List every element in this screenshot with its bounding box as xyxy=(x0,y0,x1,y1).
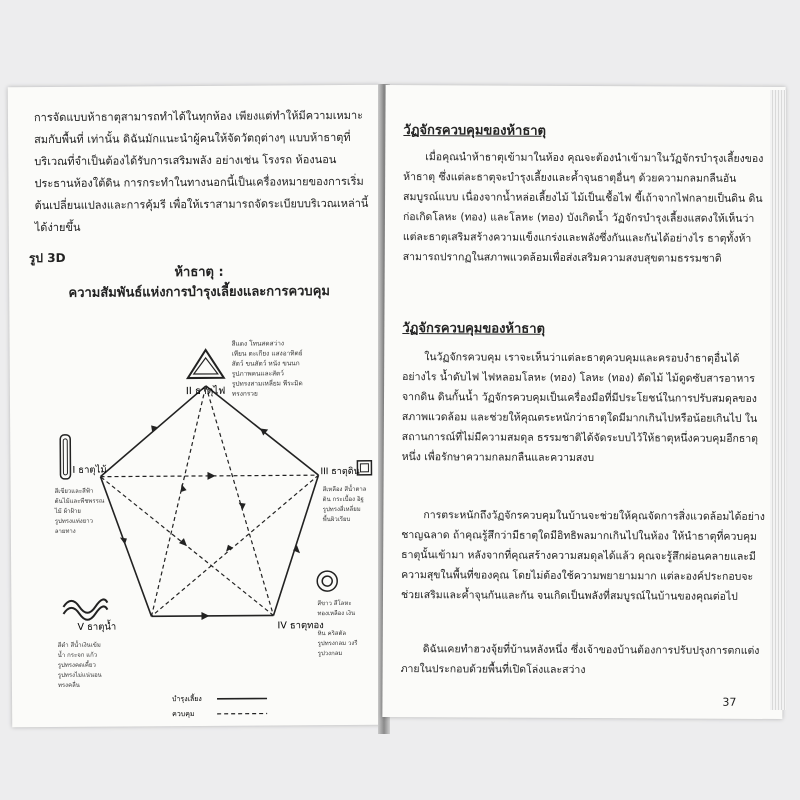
wood-note-2: ต้นไม้และพืชพรรณ xyxy=(54,497,105,505)
arrow-wood-earth xyxy=(207,472,215,480)
water-wave-icon xyxy=(63,599,107,620)
fire-note-1: สีแดง โทนสดสว่าง xyxy=(231,339,285,348)
metal-note-2: ทองเหลือง เงิน xyxy=(317,609,356,618)
arrow-metal-water xyxy=(201,612,209,620)
control-cycle-lines xyxy=(100,385,320,617)
left-page-paragraph: การจัดแบบห้าธาตุสามารถทำได้ในทุกห้อง เพียงแต่ทำให้มีความเหมาะสมกับพื้นที่ เท่านั้น ดิฉันมักแนะนำผู้คนให้จัดวัตถุต่างๆ แบบห้าธาตุที่บริเวณที่จำเป็นต้องได้รับการเสริมพลัง อย่างเช่น โรงรถ ห้องนอนประธานห้องใต้ดิน การกระทำในทางนอกนี้เป็นเครื่องหมายของการเริ่มต้นเปลี่ยนแปลงและการคุ้มรี เพื่อให้เราสามารถจัดระเบียบบริเวณเหล่านี้ได้ง่ายขึ้น xyxy=(33,108,369,235)
line-earth-metal xyxy=(272,475,319,615)
right-paragraph-4: ดิฉันเคยทำฮวงจุ้ยที่บ้านหลังหนึ่ง ซึ่งเจ้าของบ้านต้องการปรับปรุงการตกแต่งภายในประกอบด้วยพื้นที่เปิดโล่งและสว่าง xyxy=(400,643,760,677)
heading-nourish-cycle: วัฏจักรควบคุมของห้าธาตุ xyxy=(403,123,547,139)
arrow-fire-metal xyxy=(239,503,246,510)
wood-note-1: สีเขียวและสีฟ้า xyxy=(54,487,94,495)
earth-note-1: สีเหลือง สีน้ำตาล xyxy=(322,485,367,494)
water-note-3: รูปทรงคดเคี้ยว xyxy=(57,661,96,669)
left-page xyxy=(8,85,384,728)
fire-note-3: สัตว์ ขนสัตว์ หนัง ขนนก xyxy=(231,359,300,368)
dash-water-fire xyxy=(150,386,208,616)
arrow-earth-water xyxy=(226,545,233,552)
right-paragraph-1: เมื่อคุณนำห้าธาตุเข้ามาในห้อง คุณจะต้องนำเข้ามาในวัฏจักรบำรุงเลี้ยงของห้าธาตุ ซึ่งแต่ละธาตุจะบำรุงเลี้ยงและค้ำจุนธาตุอื่นๆ ด้วยความกลมกลืนอันสมบูรณ์แบบ เนื่องจากน้ำหล่อเลี้ยงไม้ ไม้เป็นเชื้อไฟ ขี้เถ้าจากไฟกลายเป็นดิน ดินก่อเกิดโลหะ (ทอง) และโลหะ (ทอง) บังเกิดน้ำ วัฏจักรบำรุงเลี้ยงแสดงให้เห็นว่าแต่ละธาตุเสริมสร้างความแข็งแกร่งและพลังซึ่งกันและกันได้อย่างไร ธาตุทั้งห้าสามารถปรากฏในสภาพแวดล้อมเพื่อส่งเสริมความสงบสุขตามธรรมชาติ xyxy=(402,151,764,265)
fire-label: II ธาตุไฟ xyxy=(185,385,226,398)
figure-title-line-1: ห้าธาตุ : xyxy=(174,264,224,281)
fire-notes xyxy=(232,339,304,397)
earth-label: III ธาตุดิน xyxy=(320,466,360,478)
line-metal-water xyxy=(151,615,273,616)
water-notes xyxy=(57,639,102,689)
heading-control-cycle: วัฏจักรควบคุมของห้าธาตุ xyxy=(402,321,546,337)
right-paragraph-2: ในวัฏจักรควบคุม เราจะเห็นว่าแต่ละธาตุควบคุมและครอบงำธาตุอื่นได้อย่างไร น้ำดับไฟ ไฟหลอมโลหะ (ทอง) โลหะ (ทอง) ตัดไม้ ไม้ดูดซับสารอาหารจากดิน ดินกั้นน้ำ วัฏจักรควบคุมเป็นเครื่องมือที่มีประโยชน์ในการปรับสมดุลของสภาพแวดล้อม และช่วยให้คุณตระหนักว่าธาตุใดมีมากเกินไปหรือน้อยเกินไป ในสถานการณ์ที่ไม่มีความสมดุล ธรรมชาติได้จัดระบบไว้ให้ธาตุหนึ่งควบคุมอีกธาตุหนึ่ง เพื่อรักษาความกลมกลืนและความสงบ xyxy=(401,351,759,465)
five-elements-diagram xyxy=(9,315,384,728)
fire-note-5: รูปทรงสามเหลี่ยม พีระมิด xyxy=(231,379,303,388)
metal-circle-icon xyxy=(317,571,337,591)
metal-label: IV ธาตุทอง xyxy=(277,620,324,632)
figure-title xyxy=(29,262,369,304)
fire-note-4: รูปภาพคนและสัตว์ xyxy=(231,369,284,378)
page-number: 37 xyxy=(722,695,737,709)
wood-note-5: ลายทาง xyxy=(54,527,76,535)
line-water-wood xyxy=(100,476,151,616)
earth-notes xyxy=(322,483,367,523)
diagram-legend xyxy=(172,692,267,719)
dash-fire-metal xyxy=(206,385,274,615)
metal-note-5: รูปวงกลม xyxy=(317,649,343,658)
legend-nourish-label: บำรุงเลี้ยง xyxy=(172,694,202,704)
earth-note-4: พื้นผิวเรียบ xyxy=(322,515,351,524)
earth-note-2: ดิน กระเบื้อง อิฐ xyxy=(322,495,364,504)
water-label: V ธาตุน้ำ xyxy=(77,621,117,633)
dash-earth-water xyxy=(150,475,319,616)
figure-label: รูป 3D xyxy=(28,250,66,266)
wood-notes xyxy=(54,487,105,535)
arrow-water-fire xyxy=(181,484,187,492)
fire-note-6: ทรงกรวย xyxy=(231,389,258,398)
earth-note-3: รูปทรงสี่เหลี่ยม xyxy=(322,505,361,514)
fire-triangle-icon xyxy=(188,350,224,378)
right-paragraph-3: การตระหนักถึงวัฏจักรควบคุมในบ้านจะช่วยให้คุณจัดการสิ่งแวดล้อมได้อย่างชาญฉลาด ถ้าคุณรู้สึกว่ามีธาตุใดมีอิทธิพลมากเกินไปในห้อง ให้นำธาตุที่ควบคุมธาตุนั้นเข้ามา หลังจากที่คุณสร้างความสมดุลได้แล้ว คุณจะรู้สึกผ่อนคลายและมีความสุขในพื้นที่ของคุณ โดยไม่ต้องใช้ความพยายามมาก แต่ละองค์ประกอบจะช่วยเสริมและค้ำจุนกันและกัน จนเกิดเป็นพลังที่สมบูรณ์ในบ้านของคุณต่อไป xyxy=(400,509,765,603)
wood-note-3: ไม้ ผ้าฝ้าย xyxy=(54,507,81,515)
arrow-water-wood xyxy=(120,537,127,544)
figure-title-line-2: ความสัมพันธ์แห่งการบำรุงเลี้ยงและการควบคุม xyxy=(68,284,330,301)
nourish-cycle-lines xyxy=(100,385,320,617)
metal-note-1: สีขาว สีโลหะ xyxy=(317,599,352,608)
legend-control-label: ควบคุม xyxy=(172,710,195,719)
water-note-5: ทรงคลื่น xyxy=(57,681,80,689)
arrow-metal-wood xyxy=(179,538,187,546)
metal-note-3: หิน คริสตัล xyxy=(317,629,347,638)
water-note-1: สีดำ สีน้ำเงินเข้ม xyxy=(57,641,101,649)
metal-note-4: รูปทรงกลม วงรี xyxy=(317,639,358,648)
right-page xyxy=(382,85,785,719)
wood-rectangle-icon xyxy=(60,435,70,479)
wood-label: I ธาตุไม้ xyxy=(72,464,107,476)
page-stack-edge xyxy=(770,90,786,710)
water-note-4: รูปทรงไม่แน่นอน xyxy=(57,671,102,679)
water-note-2: น้ำ กระจก แก้ว xyxy=(57,651,98,659)
wood-note-4: รูปทรงแท่งยาว xyxy=(54,517,93,525)
fire-note-2: เทียน ตะเกียง แสงอาทิตย์ xyxy=(231,349,303,358)
